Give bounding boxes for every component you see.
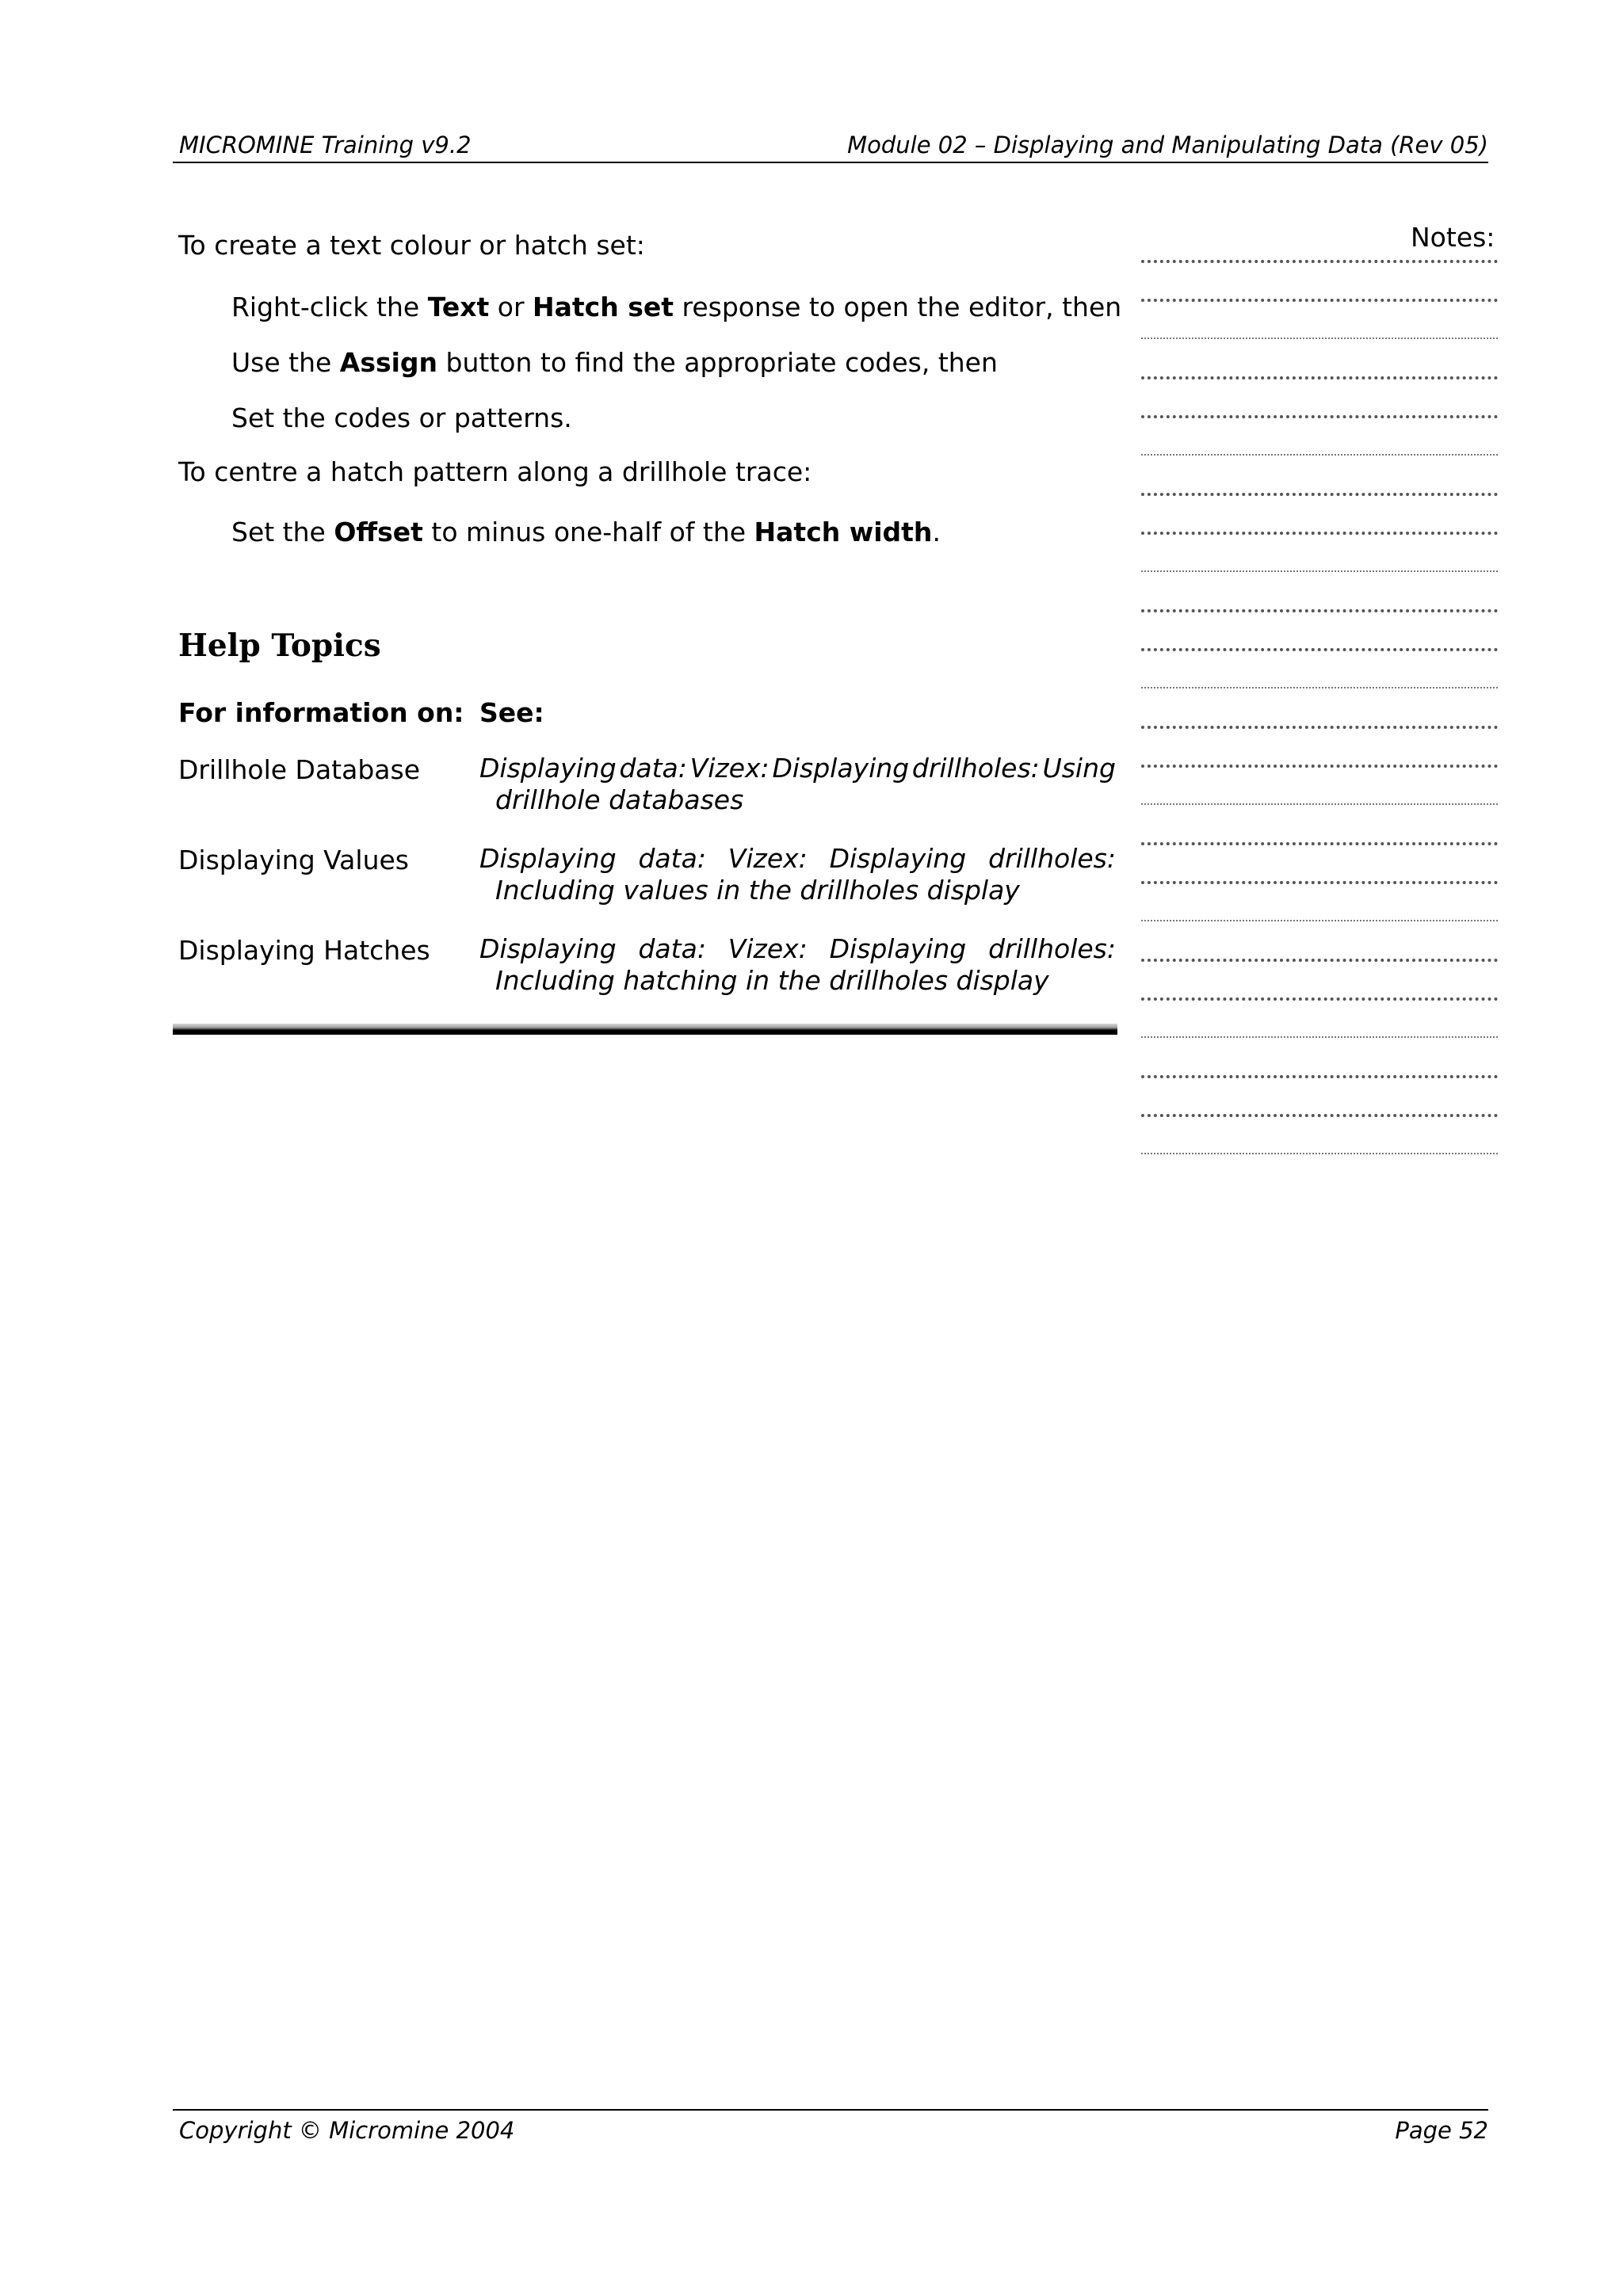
step-right-click: Right-click the Text or Hatch set response to open the editor, then — [231, 292, 1122, 322]
notes-line — [1141, 920, 1498, 921]
step-set-codes: Set the codes or patterns. — [231, 402, 572, 433]
notes-line — [1141, 376, 1498, 379]
header-module: Module 02 – Displaying and Manipulating Data (Rev 05) — [847, 132, 1488, 158]
notes-line — [1141, 532, 1498, 535]
notes-line — [1141, 726, 1498, 729]
page-header — [173, 128, 1488, 163]
notes-line — [1141, 299, 1498, 302]
step-offset: Set the Offset to minus one-half of the Hatch width. — [231, 517, 941, 547]
notes-line — [1141, 570, 1498, 572]
notes-line — [1141, 959, 1498, 962]
notes-line — [1141, 609, 1498, 612]
step-assign: Use the Assign button to find the appropriate codes, then — [231, 347, 998, 378]
col-header-see: See: — [479, 697, 544, 728]
topic-displaying-hatches: Displaying Hatches — [178, 935, 430, 966]
notes-line — [1141, 842, 1498, 845]
notes-line — [1141, 338, 1498, 339]
notes-line — [1141, 260, 1498, 263]
notes-line — [1141, 803, 1498, 805]
notes-line — [1141, 1114, 1498, 1117]
notes-line — [1141, 1075, 1498, 1078]
see-displaying-values: Displaying data: Vizex: Displaying drillholes: Including values in the drillholes display — [479, 843, 1116, 906]
notes-line — [1141, 493, 1498, 496]
header-title: MICROMINE Training v9.2 — [179, 132, 472, 158]
centre-intro-text: To centre a hatch pattern along a drillhole trace: — [178, 456, 812, 487]
notes-line — [1141, 997, 1498, 1001]
intro-text: To create a text colour or hatch set: — [178, 230, 645, 261]
notes-line — [1141, 881, 1498, 884]
notes-line — [1141, 1036, 1498, 1038]
notes-line — [1141, 765, 1498, 768]
topic-displaying-values: Displaying Values — [178, 845, 409, 875]
col-header-info: For information on: — [178, 697, 464, 728]
see-drillhole-database: Displaying data: Vizex: Displaying drillholes: Using drillhole databases — [479, 753, 1116, 815]
notes-line — [1141, 687, 1498, 688]
see-displaying-hatches: Displaying data: Vizex: Displaying drillholes: Including hatching in the drillholes display — [479, 933, 1116, 996]
notes-line — [1141, 454, 1498, 456]
section-end-rule — [173, 1024, 1117, 1035]
topic-drillhole-database: Drillhole Database — [178, 754, 421, 785]
footer-page-number: Page 52 — [1395, 2117, 1488, 2144]
notes-label: Notes: — [1411, 222, 1495, 253]
help-topics-heading: Help Topics — [178, 627, 381, 664]
page-footer — [173, 2109, 1488, 2147]
notes-line — [1141, 1153, 1498, 1154]
notes-line — [1141, 415, 1498, 418]
notes-line — [1141, 648, 1498, 651]
footer-copyright: Copyright © Micromine 2004 — [179, 2117, 515, 2144]
